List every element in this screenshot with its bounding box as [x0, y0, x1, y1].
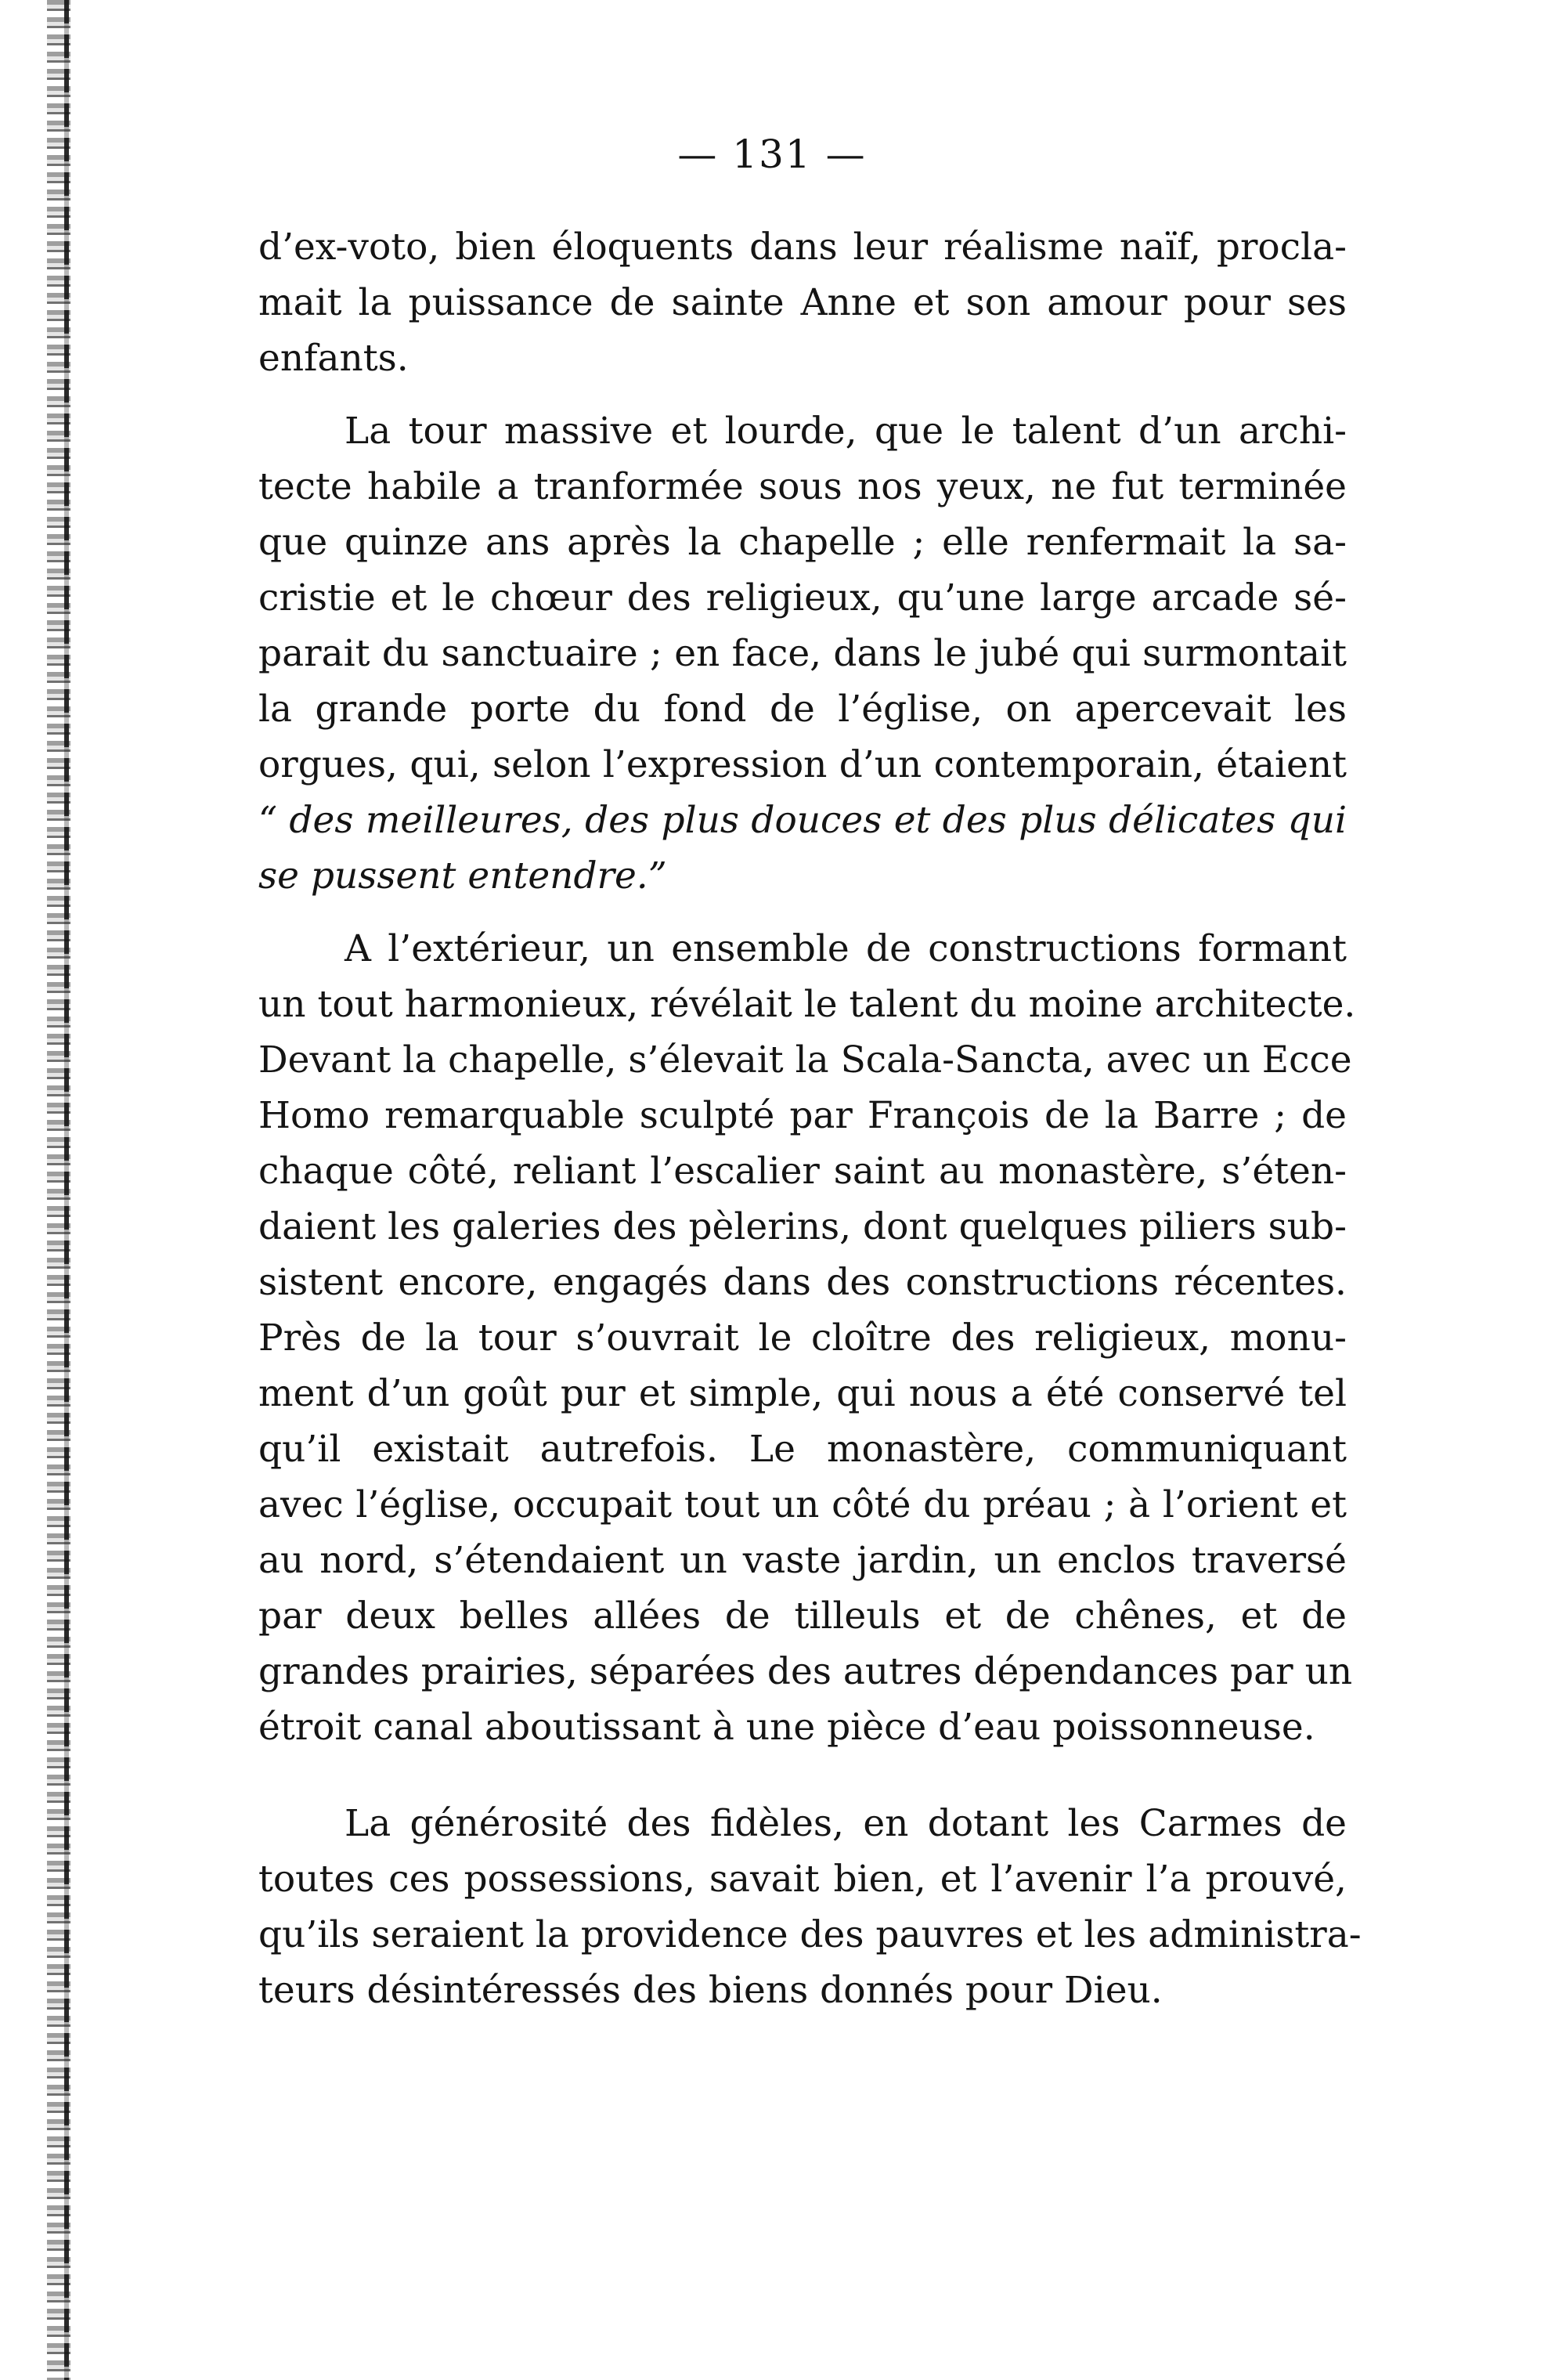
text-line: chaque côté, reliant l’escalier saint au monastère, s’éten- — [258, 1150, 1347, 1193]
text-line: par deux belles allées de tilleuls et de chênes, et de — [258, 1594, 1347, 1638]
text-line: ment d’un goût pur et simple, qui nous a été conservé tel — [258, 1372, 1347, 1415]
text-line: orgues, qui, selon l’expression d’un contemporain, étaient — [258, 743, 1347, 786]
text-line: au nord, s’étendaient un vaste jardin, un enclos traversé — [258, 1539, 1347, 1582]
text-line: toutes ces possessions, savait bien, et l’avenir l’a prouvé, — [258, 1858, 1347, 1901]
text-line: teurs désintéressés des biens donnés pour Dieu. — [258, 1969, 1163, 2012]
quoted-text-line: se pussent entendre.” — [258, 854, 667, 897]
text-line: Devant la chapelle, s’élevait la Scala-Sancta, avec un Ecce — [258, 1038, 1352, 1082]
text-line: A l’extérieur, un ensemble de constructions formant — [345, 927, 1347, 970]
paragraph-gap — [258, 386, 1347, 403]
text-line: tecte habile a tranformée sous nos yeux, ne fut terminée — [258, 465, 1347, 508]
binding-edge-shadow — [64, 0, 69, 2380]
text-line: que quinze ans après la chapelle ; elle renfermait la sa- — [258, 521, 1347, 564]
paragraph-4 — [258, 1796, 1362, 2018]
text-line: La tour massive et lourde, que le talent d’un archi- — [345, 410, 1347, 453]
text-line: étroit canal aboutissant à une pièce d’eau poissonneuse. — [258, 1706, 1315, 1749]
paragraph-1 — [258, 219, 1347, 386]
text-line: enfants. — [258, 337, 409, 380]
text-line: d’ex-voto, bien éloquents dans leur réalisme naïf, procla- — [258, 226, 1347, 269]
text-line: mait la puissance de sainte Anne et son amour pour ses — [258, 281, 1347, 324]
text-line: la grande porte du fond de l’église, on apercevait les — [258, 688, 1347, 731]
text-line: avec l’église, occupait tout un côté du préau ; à l’orient et — [258, 1483, 1347, 1526]
text-line: parait du sanctuaire ; en face, dans le jubé qui surmontait — [258, 632, 1347, 675]
page-number: — 131 — — [677, 132, 867, 177]
text-line: Près de la tour s’ouvrait le cloître des religieux, monu- — [258, 1316, 1347, 1360]
text-line: Homo remarquable sculpté par François de la Barre ; de — [258, 1094, 1347, 1137]
text-line: cristie et le chœur des religieux, qu’une large arcade sé- — [258, 576, 1347, 619]
paragraph-gap — [258, 904, 1347, 921]
text-line: qu’il existait autrefois. Le monastère, communiquant — [258, 1428, 1347, 1471]
paragraph-2 — [258, 403, 1347, 904]
text-line: qu’ils seraient la providence des pauvres et les administra- — [258, 1913, 1362, 1956]
paragraph-3 — [258, 921, 1356, 1755]
text-line: un tout harmonieux, révélait le talent du moine architecte. — [258, 983, 1356, 1026]
quoted-text-line: “ des meilleures, des plus douces et des plus délicates qui — [258, 799, 1347, 842]
text-line: daient les galeries des pèlerins, dont quelques piliers sub- — [258, 1205, 1347, 1248]
body-text — [258, 219, 1362, 2018]
text-line: grandes prairies, séparées des autres dépendances par un — [258, 1650, 1353, 1693]
text-line: La générosité des fidèles, en dotant les Carmes de — [345, 1802, 1347, 1845]
text-line: sistent encore, engagés dans des constructions récentes. — [258, 1261, 1347, 1304]
paragraph-gap — [258, 1755, 1347, 1796]
